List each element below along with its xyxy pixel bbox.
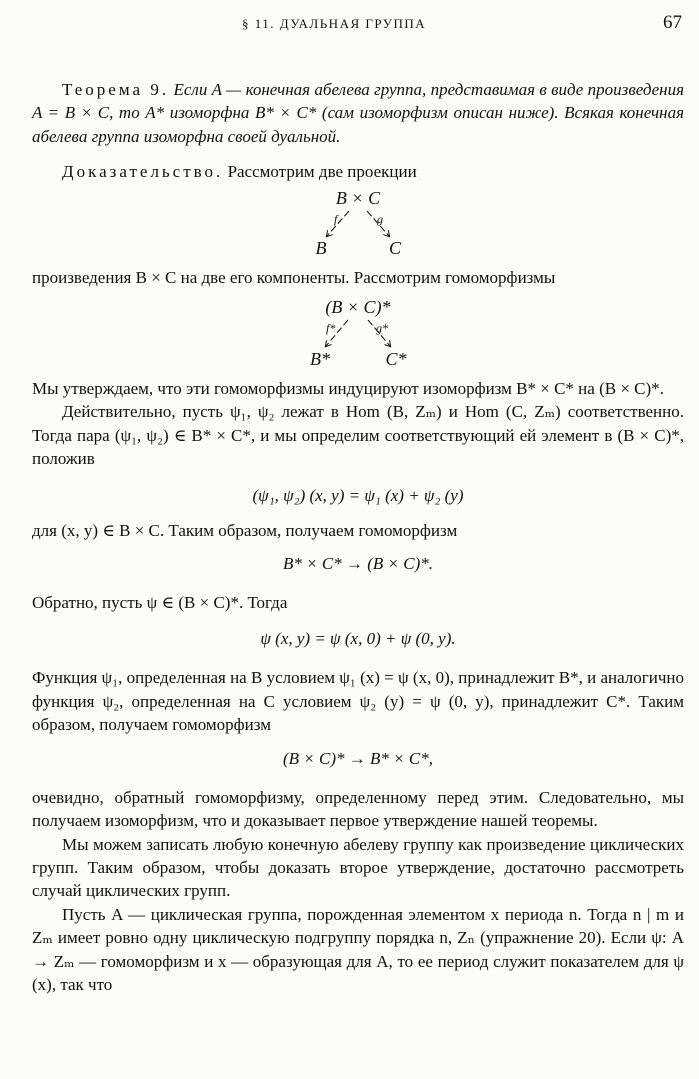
diagram1-left-arrow — [327, 211, 349, 236]
diagram2-left-arrow-label: f* — [326, 321, 336, 336]
diagram2-top: (B × C)* — [325, 297, 391, 318]
running-head: § 11. ДУАЛЬНАЯ ГРУППА — [242, 16, 427, 31]
diagram1-top: B × C — [335, 187, 381, 208]
paragraph-cyclic-case: Пусть A — циклическая группа, порожденная элементом x периода n. Тогда n | m и Zₘ имеет ровно одну циклическую подгруппу порядка n, Zₙ (упражнение 20). Если ψ: A → Zₘ — гомоморфизм и x — образующая для A, то ее период служит показателем для ψ (x), так что — [32, 904, 684, 994]
diagram2-right: C* — [385, 349, 407, 370]
theorem-statement: Если A — конечная абелева группа, представимая в виде произведения A = B × C, то A* изоморфна B* × C* (сам изоморфизм описан ниже). Всякая конечная абелева группа изоморфна своей дуальной. — [32, 80, 685, 146]
proof-label: Доказательство. — [62, 162, 224, 182]
paragraph-claim: Мы утверждаем, что эти гомоморфизмы индуцируют изоморфизм B* × C* на (B × C)*. — [32, 379, 664, 399]
proof-intro-paragraph — [32, 160, 684, 183]
theorem-paragraph — [32, 78, 684, 148]
page-number: 67 — [663, 12, 682, 33]
diagram2-right-arrow-label: g* — [376, 321, 388, 336]
formula-forward-map: B* × C* → (B × C)*. — [283, 554, 433, 574]
formula-pair-action: (ψ₁, ψ₂) (x, y) = ψ₁ (x) + ψ₂ (y) — [252, 485, 464, 505]
dual-homomorphism-diagram — [288, 295, 428, 369]
formula-psi-split: ψ (x, y) = ψ (x, 0) + ψ (0, y). — [260, 629, 456, 649]
projection-diagram — [293, 186, 423, 258]
paragraph-indeed: Действительно, пусть ψ₁, ψ₂ лежат в Hom (B, Zₘ) и Hom (C, Zₘ) соответственно. Тогда пара (ψ₁, ψ₂) ∈ B* × C*, и мы определим соответствующий ей элемент в (B × C)*, положив — [32, 402, 684, 469]
diagram1-right: C — [388, 237, 402, 258]
diagram1-left: B — [315, 237, 327, 258]
paragraph-cyclic-reduction: Мы можем записать любую конечную абелеву группу как произведение циклических групп. Таким образом, чтобы доказать второе утверждение, достаточно рассмотреть случай циклических групп. — [32, 834, 684, 901]
paragraph-homomorphism-forward: для (x, y) ∈ B × C. Таким образом, получаем гомоморфизм — [32, 520, 458, 540]
diagram1-right-arrow-label: g — [377, 211, 383, 226]
book-page — [32, 10, 684, 996]
paragraph-functions: Функция ψ₁, определенная на B условием ψ₁ (x) = ψ (x, 0), принадлежит B*, и аналогично функция ψ₂, определенная на C условием ψ₂ (y) = ψ (0, y), принадлежит C*. Таким образом, получаем гомоморфизм — [32, 668, 684, 735]
diagram1-left-arrow-label: f — [334, 211, 338, 226]
page-header — [32, 10, 684, 38]
theorem-label: Теорема 9. — [62, 80, 170, 99]
diagram2-left: B* — [310, 349, 330, 370]
formula-inverse-map: (B × C)* → B* × C*, — [283, 748, 433, 768]
paragraph-isomorphism: очевидно, обратный гомоморфизму, определенному перед этим. Следовательно, мы получаем изоморфизм, что и доказывает первое утверждение нашей теоремы. — [32, 787, 684, 831]
proof-intro: Рассмотрим две проекции — [227, 162, 417, 182]
paragraph-conversely: Обратно, пусть ψ ∈ (B × C)*. Тогда — [32, 593, 288, 613]
text-after-diagram1: произведения B × C на две его компоненты. Рассмотрим гомоморфизмы — [32, 267, 556, 287]
